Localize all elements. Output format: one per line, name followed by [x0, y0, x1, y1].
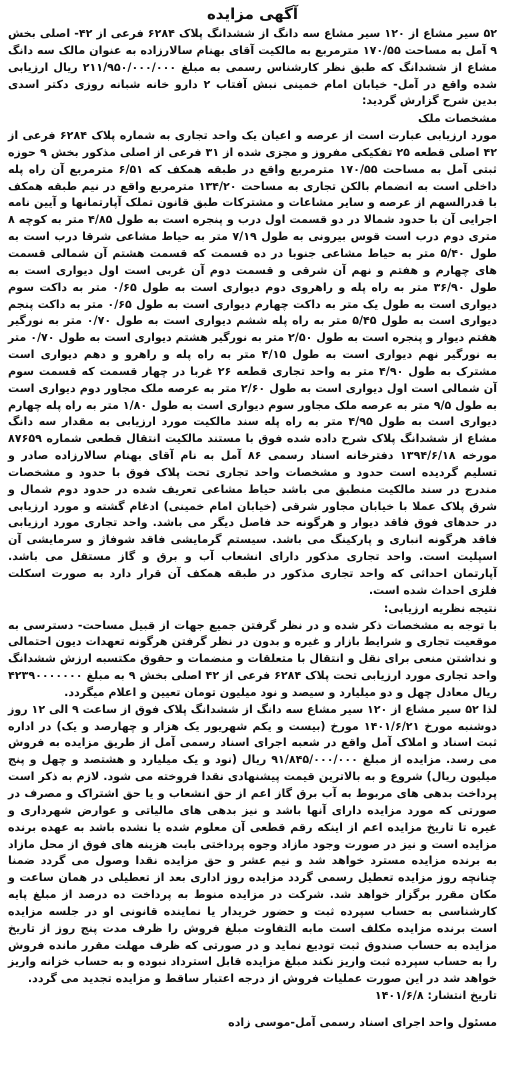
notice-intro: ۵۲ سیر مشاع از ۱۲۰ سیر مشاع سه دانگ از ششدانگ پلاک ۶۲۸۴ فرعی از ۴۲- اصلی بخش ۹ آمل به مساحت ۱۷۰/۵۵ مترمربع به مالکیت آقای بهنام سالارزاده به عنوان مالک سه دانگ مشاع از ششدانگ که طبق نظر کارشناس رسمی به مبلغ ۲۱۱/۹۵۰/۰۰۰/۰۰۰ ریال ارزیابی شده واقع در آمل- خیابان امام خمینی نبش آفتاب ۲ دارو خانه شبانه روزی دکتر اسدی بدین شرح گزارش گردید:: [8, 27, 498, 108]
property-specs-heading: مشخصات ملک: [417, 112, 497, 126]
appraisal-result-heading: نتیجه نظریه ارزیابی:: [383, 601, 497, 615]
publish-date: تاریخ انتشار: ۱۴۰۱/۶/۸: [374, 989, 497, 1003]
signature-line: مسئول واحد اجرای اسناد رسمی آمل-موسی زاده: [228, 1015, 497, 1029]
appraisal-result-body: با توجه به مشخصات ذکر شده و در نظر گرفتن جمیع جهات از قبیل مساحت- دسترسی به موقعیت تجاری و شرایط بازار و غیره و بدون در نظر گرفتن هرگونه تعهدات دیون احتمالی و نداشتن منعی برای نقل و انتقال با متعلقات و منضمات و حقوق مکتسبه ارزش ششدانگ واحد تجاری مورد ارزیابی تحت پلاک ۶۲۸۴ فرعی از ۴۲ اصلی بخش ۹ به مبلغ ۴۲۳۹۰۰۰۰۰۰۰ ریال معادل چهل و دو میلیارد و سیصد و نود میلیون تومان تعیین و اعلام میگردد.: [8, 618, 497, 699]
auction-terms-body: لذا ۵۲ سیر مشاع از ۱۲۰ سیر مشاع سه دانگ از ششدانگ پلاک فوق از ساعت ۹ الی ۱۲ روز دوشنبه مورخ ۱۴۰۱/۶/۲۱ مورخ (بیست و یکم شهریور یک هزار و چهارصد و یک) در اداره ثبت اسناد و املاک آمل واقع در شعبه اجرای اسناد رسمی آمل از طریق مزایده به فروش می رسد. مزایده از مبلغ ۹۱/۸۴۵/۰۰۰/۰۰۰ ریال (نود و یک میلیارد و هشتصد و چهل و پنج میلیون ریال) شروع و به بالاترین قیمت پیشنهادی نقدا فروخته می شود. لازم به ذکر است پرداخت بدهی های مربوط به آب برق گاز اعم از حق انشعاب و یا حق اشتراک و مصرف در صورتی که مورد مزایده دارای آنها باشد و نیز بدهی های مالیاتی و عوارض شهرداری و غیره تا تاریخ مزایده اعم از اینکه رقم قطعی آن معلوم شده یا نشده باشد به عهده برنده مزایده است و نیز در صورت وجود مازاد وجوه پرداختی بابت هزینه های فوق از محل مازاد به برنده مزایده مسترد خواهد شد و نیم عشر و حق مزایده نقدا وصول می گردد ضمنا چنانچه روز مزایده تعطیل رسمی گردد مزایده روز اداری بعد از تعطیلی در همان ساعت و مکان مقرر برگزار خواهد شد. شرکت در مزایده منوط به پرداخت ده درصد از مبلغ پایه کارشناسی به حساب سپرده ثبت و حضور خریدار یا نماینده قانونی او در جلسه مزایده است برنده مزایده مکلف است مابه التفاوت مبلغ فروش را ظرف مدت پنج روز از تاریخ مزایده به حساب صندوق ثبت تودیع نماید و در صورتی که ظرف مهلت مقرر مانده فروش را به حساب سپرده ثبت واریز نکند مبلغ مزایده قابل استرداد نبوده و به حساب خزانه واریز خواهد شد در این صورت عملیات فروش از درجه اعتبار ساقط و مزایده تجدید می گردد.: [8, 702, 497, 986]
property-specs-body: مورد ارزیابی عبارت است از عرصه و اعیان یک واحد تجاری به شماره پلاک ۶۲۸۴ فرعی از ۴۲ اصلی قطعه ۲۵ تفکیکی مفروز و مجزی شده از ۳۱ فرعی از اصلی مذکور بخش ۹ حوزه ثبتی آمل به مساحت ۱۷۰/۵۵ مترمربع واقع در طبقه همکف که ۶/۵۱ مترمربع آن راه پله داخلی است به انضمام بالکن تجاری به مساحت ۱۳۴/۲۰ مترمربع واقع در نیم طبقه همکف با قدرالسهم از عرصه و سایر مشاعات و مشترکات طبق قانون تملک آپارتمانها و آیین نامه اجرایی آن با حدود شمالا در دو قسمت اول درب و پنجره است به طول ۴/۸۵ متر به کوچه ۸ متری دوم درب است قوس بیرونی به طول ۷/۱۹ متر به حیاط مشاعی شرقا درب است به طول ۵/۴۰ متر به حیاط مشاعی جنوبا در ده قسمت که قسمت هشتم آن شمالی قسمت های چهارم و هفتم و نهم آن شرقی و قسمت دوم آن غربی است اول دیواری است به طول ۳۶/۹۰ متر به راه پله و راهروی دوم دیواری است به طول ۰/۶۵ متر به داکت سوم دیواری است به طول یک متر به داکت چهارم دیواری است به طول ۰/۶۵ متر به داکت پنجم دیواری است به طول ۵/۴۵ متر به راه پله ششم دیواری است به طول ۰/۷۰ متر به نورگیر هفتم دیوار و پنجره است به طول ۲/۵۰ متر به نورگیر هشتم دیواری است به طول ۰/۷۰ متر به نورگیر نهم دیواری است به طول ۴/۱۵ متر به راه پله و راهرو و دهم دیواری است مشترک به طول ۴/۹۰ متر به واحد تجاری قطعه ۲۶ غربا در چهار قسمت که قسمت سوم آن شمالی است اول دیواری است به طول ۲/۶۰ متر به عرصه ملک مجاور دوم دیواری است به طول ۹/۵ متر به عرصه ملک مجاور سوم دیواری است به طول ۱/۸۰ متر به راه پله چهارم دیواری است به طول ۴/۹۵ متر به راه پله سند مالکیت مورد ارزیابی به مقدار سه دانگ مشاع از ششدانگ پلاک شرح داده شده فوق با مستند مالکیت انتقال قطعی شماره ۸۷۶۵۹ مورخه ۱۳۹۴/۶/۱۸ دفترخانه اسناد رسمی ۸۶ آمل به نام آقای بهنام سالارزاده صادر و تسلیم گردیده است حدود و مشخصات واحد تجاری تحت پلاک فوق با حدود و مشخصات مندرج در سند مالکیت منطبق می باشد حیاط مشاعی تعریف شده در حدود دوم شمال و شرق پلاک عملا با خیابان مجاور شرقی (خیابان امام خمینی) ادغام گشته و مورد ارزیابی در حدهای فوق فاقد دیوار و هرگونه حد فاصل دیگر می باشد. واحد تجاری مورد ارزیابی فاقد هرگونه انباری و پارکینگ می باشد. سیستم گرمایشی فاقد شوفاژ و سرمایشی آن اسپلیت است. واحد تجاری مذکور دارای انشعاب آب و برق و گاز مستقل می باشد. آپارتمان احداثی که واحد تجاری مذکور در طبقه همکف آن قرار دارد به صورت اسکلت فلزی احداث شده است.: [8, 129, 498, 597]
notice-title: آگهی مزایده: [206, 5, 299, 23]
